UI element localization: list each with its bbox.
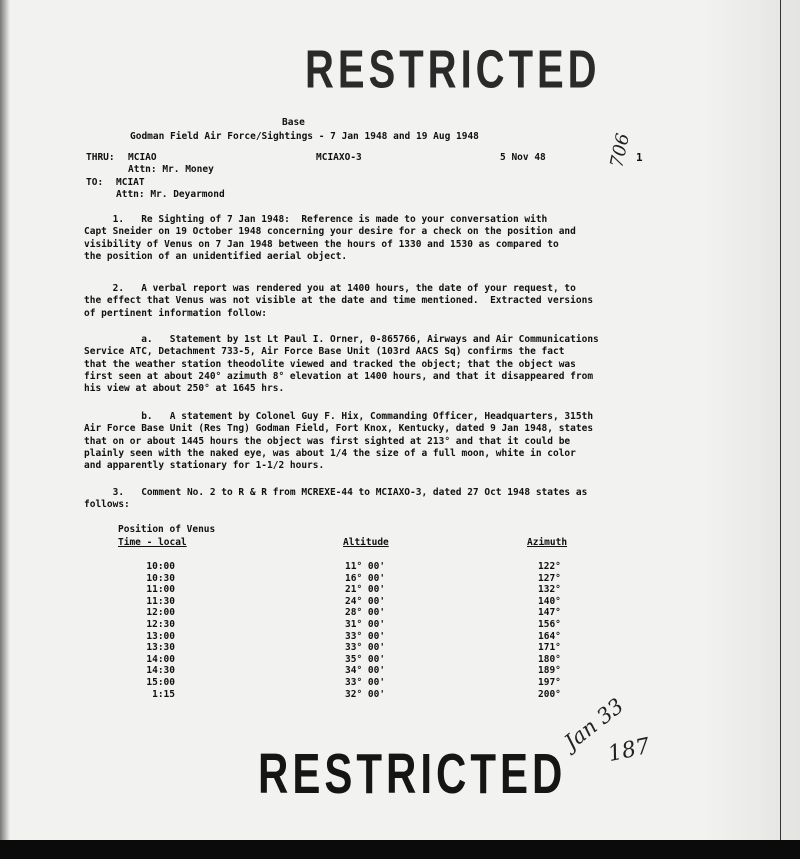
handwritten-note-2: 187 (605, 733, 653, 768)
header-azimuth: Azimuth (527, 537, 568, 548)
table-cell-time: 10:00 (146, 561, 175, 572)
scan-edge (0, 0, 10, 859)
column-altitude (345, 561, 385, 700)
handwritten-note-1: Jan 33 (559, 693, 629, 755)
text-line: 3. Comment No. 2 to R & R from MCREXE-44 to MCIAXO-3, dated 27 Oct 1948 states as (84, 487, 588, 498)
paragraph-3 (84, 487, 587, 512)
to-label: TO: (86, 177, 104, 188)
text-line: first seen at about 240° azimuth 8° elevation at 1400 hours, and that it disappeared from (84, 370, 594, 382)
page-number: 1 (636, 151, 643, 164)
text-line: follows: (84, 499, 130, 511)
table-cell-altitude: 34° 00' (345, 665, 386, 677)
text-line: 1. Re Sighting of 7 Jan 1948: Reference is made to your conversation with (84, 214, 548, 225)
text-line: the effect that Venus was not visible at the date and time mentioned. Extracted versions (84, 295, 594, 307)
table-cell-azimuth: 140° (538, 595, 561, 607)
header-base: Base (282, 117, 305, 128)
table-cell-azimuth: 180° (538, 653, 561, 665)
restricted-stamp-top: RESTRICTED (305, 40, 601, 100)
text-line: Capt Sneider on 19 October 1948 concerning your desire for a check on the position and (84, 226, 576, 238)
table-cell-time: 14:30 (146, 665, 175, 677)
table-cell-altitude: 28° 00' (345, 607, 386, 619)
restricted-stamp-bottom: RESTRICTED (258, 741, 567, 806)
text-line: Air Force Base Unit (Res Tng) Godman Field, Fort Knox, Kentucky, dated 9 Jan 1948, states (84, 423, 594, 435)
office-symbol: MCIAXO-3 (316, 152, 362, 163)
text-line: plainly seen with the naked eye, was about 1/4 the size of a full moon, white in color (84, 447, 576, 459)
scan-shadow (700, 0, 800, 859)
text-line: Service ATC, Detachment 733-5, Air Force Base Unit (103rd AACS Sq) confirms the fact (84, 346, 565, 358)
text-line: the position of an unidentified aerial object. (84, 250, 348, 262)
scan-line-right (780, 0, 781, 840)
table-cell-azimuth: 127° (538, 572, 561, 584)
table-caption: Position of Venus (118, 524, 216, 535)
text-line: that on or about 1445 hours the object was first sighted at 213° and that it could be (84, 435, 571, 447)
attn-deyarmond: Attn: Mr. Deyarmond (116, 189, 225, 200)
text-line: a. Statement by 1st Lt Paul I. Orner, 0-865766, Airways and Air Communications (84, 334, 599, 345)
text-line: his view at about 250° at 1645 hrs. (84, 383, 285, 395)
table-cell-altitude: 24° 00' (345, 595, 386, 607)
paragraph-2 (84, 283, 593, 320)
table-cell-time: 11:30 (146, 595, 175, 607)
column-azimuth (538, 561, 561, 700)
text-line: 2. A verbal report was rendered you at 1400 hours, the date of your request, to (84, 283, 576, 294)
subject-line: Godman Field Air Force/Sightings - 7 Jan 1948 and 19 Aug 1948 (130, 131, 479, 142)
table-cell-time: 10:30 (146, 572, 175, 584)
text-line: b. A statement by Colonel Guy F. Hix, Commanding Officer, Headquarters, 315th (84, 411, 594, 422)
table-cell-altitude: 21° 00' (345, 584, 386, 596)
table-cell-altitude: 11° 00' (345, 561, 386, 572)
scan-bottom-border (0, 840, 800, 859)
table-cell-azimuth: 147° (538, 607, 561, 619)
table-cell-altitude: 31° 00' (345, 618, 386, 630)
table-cell-azimuth: 122° (538, 561, 561, 572)
table-cell-altitude: 32° 00' (345, 688, 386, 700)
attn-money: Attn: Mr. Money (128, 164, 214, 175)
table-cell-time: 1:15 (152, 688, 175, 700)
table-cell-altitude: 16° 00' (345, 572, 386, 584)
table-cell-time: 13:00 (146, 630, 175, 642)
table-cell-time: 14:00 (146, 653, 175, 665)
header-altitude: Altitude (343, 537, 389, 548)
paragraph-a (84, 334, 599, 395)
text-line: of pertinent information follow: (84, 307, 268, 319)
table-cell-azimuth: 156° (538, 618, 561, 630)
paragraph-b (84, 411, 593, 472)
table-cell-altitude: 33° 00' (345, 642, 386, 654)
table-cell-time: 13:30 (146, 642, 175, 654)
thru-value: MCIAO (128, 152, 157, 163)
thru-label: THRU: (86, 152, 115, 163)
table-cell-altitude: 33° 00' (345, 676, 386, 688)
memo-date: 5 Nov 48 (500, 152, 546, 163)
table-cell-altitude: 33° 00' (345, 630, 386, 642)
table-cell-azimuth: 189° (538, 665, 561, 677)
table-cell-azimuth: 197° (538, 676, 561, 688)
text-line: and apparently stationary for 1-1/2 hours. (84, 460, 325, 472)
table-cell-azimuth: 200° (538, 688, 561, 700)
header-time: Time - local (118, 537, 187, 548)
table-cell-azimuth: 132° (538, 584, 561, 596)
text-line: visibility of Venus on 7 Jan 1948 between the hours of 1330 and 1530 as compared to (84, 238, 559, 250)
table-cell-azimuth: 164° (538, 630, 561, 642)
paragraph-1 (84, 214, 576, 263)
table-cell-time: 11:00 (146, 584, 175, 596)
text-line: that the weather station theodolite viewed and tracked the object; that the object was (84, 358, 576, 370)
table-cell-altitude: 35° 00' (345, 653, 386, 665)
to-value: MCIAT (116, 177, 145, 188)
table-cell-time: 12:00 (146, 607, 175, 619)
column-time (137, 561, 175, 700)
table-cell-time: 15:00 (146, 676, 175, 688)
table-cell-azimuth: 171° (538, 642, 561, 654)
margin-note: 706 (606, 131, 635, 170)
table-cell-time: 12:30 (146, 618, 175, 630)
